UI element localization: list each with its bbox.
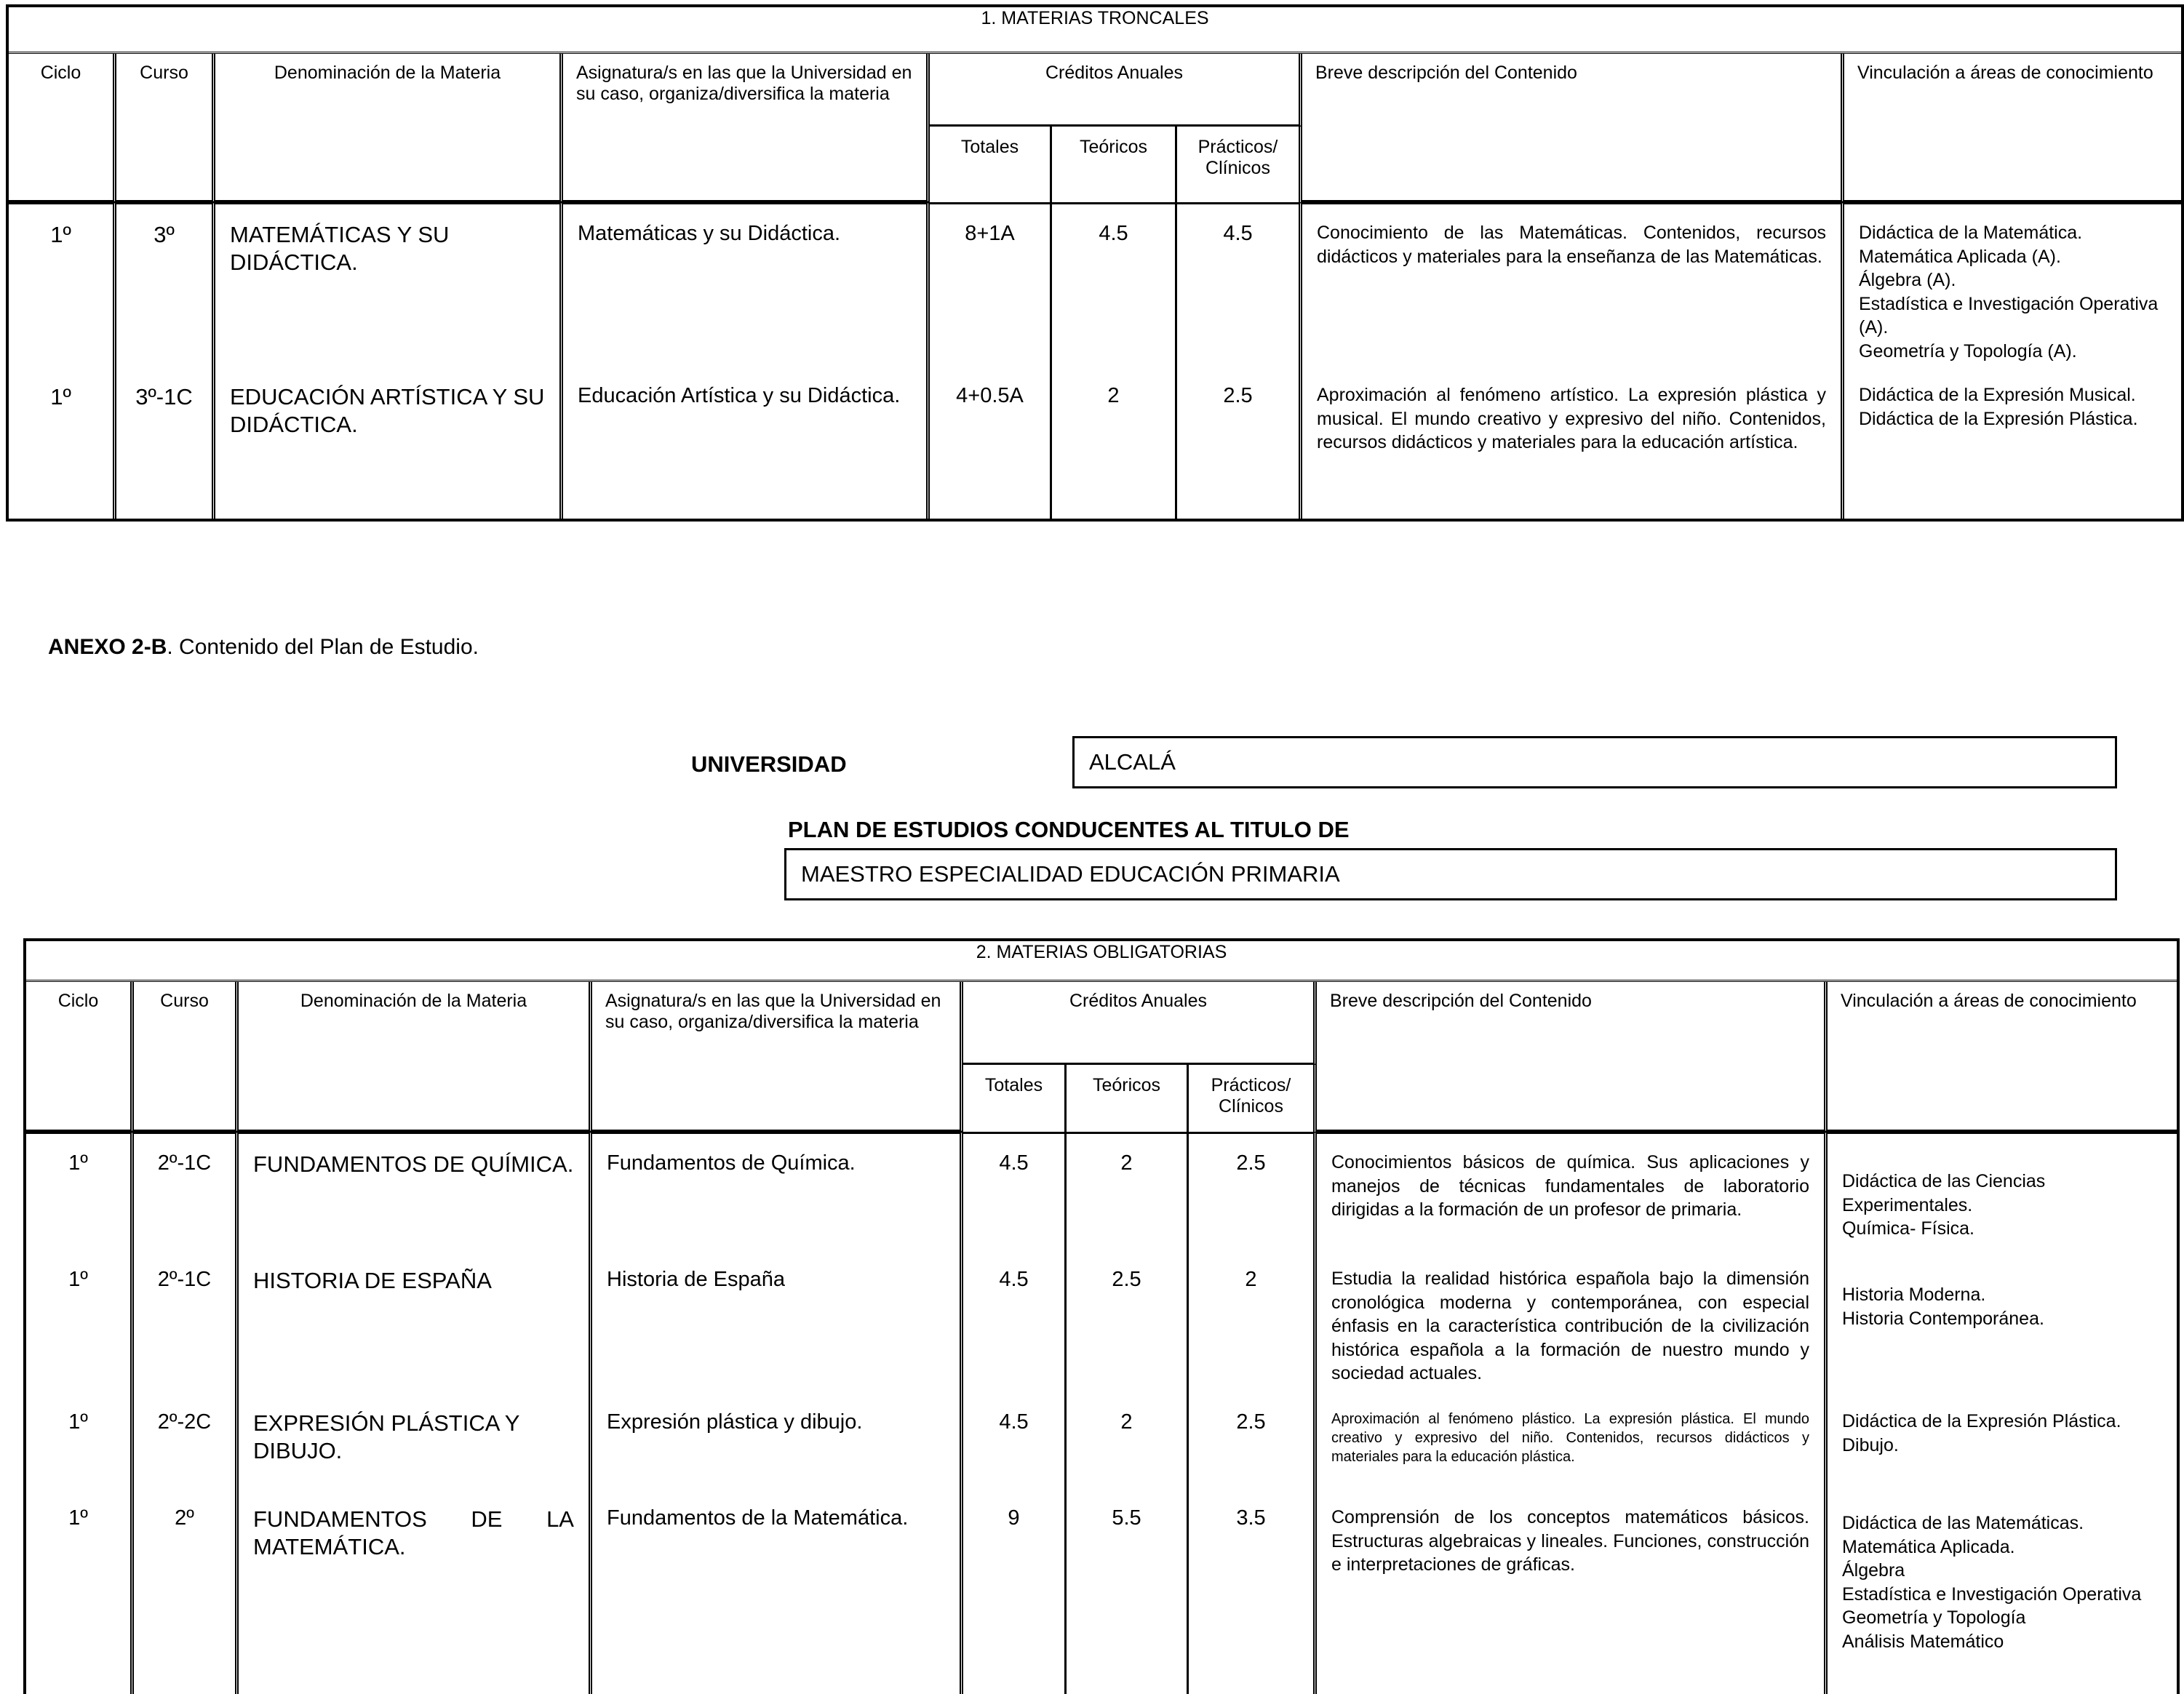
header-ciclo: Ciclo: [26, 982, 134, 1132]
cell-materia: HISTORIA DE ESPAÑA: [239, 1254, 592, 1397]
header-ciclo: Ciclo: [9, 54, 116, 202]
cell-practicos: 2.5: [1177, 370, 1302, 519]
cell-totales: 4.5: [963, 1397, 1067, 1493]
cell-teoricos: 5.5: [1067, 1493, 1189, 1694]
header-denominacion: Denominación de la Materia: [239, 982, 592, 1132]
cell-vinculacion: Didáctica de la Expresión Plástica. Dibujo.: [1842, 1411, 2121, 1455]
header-creditos: Créditos Anuales: [930, 54, 1302, 127]
header-descripcion: Breve descripción del Contenido: [1317, 982, 1828, 1132]
header-creditos: Créditos Anuales: [963, 982, 1317, 1065]
cell-practicos: 3.5: [1189, 1493, 1317, 1694]
cell-materia: EDUCACIÓN ARTÍSTICA Y SU DIDÁCTICA.: [215, 370, 563, 519]
cell-vinculacion: Historia Moderna. Historia Contemporánea.: [1842, 1285, 2044, 1329]
header-separator: [9, 202, 2181, 208]
cell-totales: 8+1A: [930, 208, 1052, 370]
cell-ciclo: 1º: [26, 1138, 134, 1254]
cell-ciclo: 1º: [26, 1254, 134, 1397]
cell-practicos: 2.5: [1189, 1138, 1317, 1254]
header-separator: [26, 1132, 2177, 1138]
cell-practicos: 4.5: [1177, 208, 1302, 370]
cell-descripcion: Conocimientos básicos de química. Sus aplicaciones y manejos de técnicas fundamentales de laboratorio dirigidas a la formación de un profesor de primaria.: [1317, 1138, 1828, 1254]
cell-descripcion: Estudia la realidad histórica española bajo la dimensión cronológica moderna y contemporánea, con especial énfasis en la característica contribución de la civilización histórica española a la formación de nuestro mundo y sociedad actuales.: [1317, 1254, 1828, 1397]
header-asignatura: Asignatura/s en las que la Universidad en su caso, organiza/diversifica la materia: [563, 54, 930, 202]
annex-line: [48, 635, 479, 660]
cell-ciclo: 1º: [26, 1397, 134, 1493]
header-curso: Curso: [116, 54, 215, 202]
header-vinculacion: Vinculación a áreas de conocimiento: [1828, 982, 2177, 1132]
table-row: [26, 1254, 2177, 1397]
plan-value: MAESTRO ESPECIALIDAD EDUCACIÓN PRIMARIA: [784, 848, 2117, 900]
header-denominacion: Denominación de la Materia: [215, 54, 563, 202]
cell-materia: FUNDAMENTOS DE LA MATEMÁTICA.: [239, 1493, 592, 1694]
header-totales: Totales: [963, 1065, 1067, 1132]
cell-totales: 9: [963, 1493, 1067, 1694]
annex-text: . Contenido del Plan de Estudio.: [167, 635, 479, 659]
cell-totales: 4.5: [963, 1138, 1067, 1254]
annex-label: ANEXO 2-B: [48, 635, 167, 659]
universidad-label: UNIVERSIDAD: [691, 751, 847, 777]
table-row: [9, 208, 2181, 370]
cell-curso: 2º-1C: [134, 1138, 239, 1254]
cell-asignatura: Matemáticas y su Didáctica.: [563, 208, 930, 370]
table-row: [26, 1493, 2177, 1694]
plan-label: PLAN DE ESTUDIOS CONDUCENTES AL TITULO DE: [788, 817, 1350, 842]
header-curso: Curso: [134, 982, 239, 1132]
cell-teoricos: 4.5: [1052, 208, 1177, 370]
header-practicos: Prácticos/ Clínicos: [1177, 127, 1302, 202]
header-descripcion: Breve descripción del Contenido: [1302, 54, 1844, 202]
cell-curso: 2º: [134, 1493, 239, 1694]
header-teoricos: Teóricos: [1067, 1065, 1189, 1132]
cell-curso: 3º-1C: [116, 370, 215, 519]
header-totales: Totales: [930, 127, 1052, 202]
header-teoricos: Teóricos: [1052, 127, 1177, 202]
cell-teoricos: 2: [1067, 1138, 1189, 1254]
troncales-title: 1. MATERIAS TRONCALES: [9, 7, 2181, 54]
cell-totales: 4+0.5A: [930, 370, 1052, 519]
cell-totales: 4.5: [963, 1254, 1067, 1397]
cell-asignatura: Educación Artística y su Didáctica.: [563, 370, 930, 519]
cell-materia: FUNDAMENTOS DE QUÍMICA.: [239, 1138, 592, 1254]
cell-practicos: 2: [1189, 1254, 1317, 1397]
cell-descripcion: Comprensión de los conceptos matemáticos básicos. Estructuras algebraicas y lineales. Funciones, construcción e interpretaciones de gráficas.: [1317, 1493, 1828, 1694]
cell-descripcion: Conocimiento de las Matemáticas. Contenidos, recursos didácticos y materiales para la enseñanza de las Matemáticas.: [1302, 208, 1844, 370]
cell-curso: 2º-2C: [134, 1397, 239, 1493]
cell-descripcion: Aproximación al fenómeno artístico. La expresión plástica y musical. El mundo creativo y expresivo del niño. Contenidos, recursos didácticos y materiales para la educación artística.: [1302, 370, 1844, 519]
obligatorias-title: 2. MATERIAS OBLIGATORIAS: [26, 941, 2177, 982]
cell-ciclo: 1º: [9, 208, 116, 370]
cell-teoricos: 2.5: [1067, 1254, 1189, 1397]
table-row: [26, 1138, 2177, 1254]
cell-descripcion: Aproximación al fenómeno plástico. La expresión plástica. El mundo creativo y expresivo del niño. Contenidos, recursos didácticos y materiales para la educación plástica.: [1317, 1397, 1828, 1493]
cell-curso: 2º-1C: [134, 1254, 239, 1397]
cell-teoricos: 2: [1067, 1397, 1189, 1493]
cell-vinculacion: Didáctica de las Ciencias Experimentales. Química- Física.: [1842, 1171, 2046, 1239]
cell-vinculacion: Didáctica de la Matemática. Matemática Aplicada (A). Álgebra (A). Estadística e Investigación Operativa (A). Geometría y Topología (A).: [1859, 223, 2159, 361]
cell-asignatura: Expresión plástica y dibujo.: [592, 1397, 963, 1493]
cell-curso: 3º: [116, 208, 215, 370]
header-asignatura: Asignatura/s en las que la Universidad en su caso, organiza/diversifica la materia: [592, 982, 963, 1132]
obligatorias-table: [23, 938, 2180, 1694]
troncales-table: [6, 4, 2184, 522]
universidad-value: ALCALÁ: [1072, 736, 2117, 788]
cell-asignatura: Historia de España: [592, 1254, 963, 1397]
cell-materia: MATEMÁTICAS Y SU DIDÁCTICA.: [215, 208, 563, 370]
table-row: [9, 370, 2181, 519]
cell-practicos: 2.5: [1189, 1397, 1317, 1493]
cell-teoricos: 2: [1052, 370, 1177, 519]
cell-asignatura: Fundamentos de la Matemática.: [592, 1493, 963, 1694]
header-vinculacion: Vinculación a áreas de conocimiento: [1844, 54, 2181, 202]
table-row: [26, 1397, 2177, 1493]
cell-ciclo: 1º: [26, 1493, 134, 1694]
cell-asignatura: Fundamentos de Química.: [592, 1138, 963, 1254]
cell-ciclo: 1º: [9, 370, 116, 519]
header-practicos: Prácticos/ Clínicos: [1189, 1065, 1317, 1132]
cell-vinculacion: Didáctica de la Expresión Musical. Didáctica de la Expresión Plástica.: [1859, 385, 2138, 429]
cell-vinculacion: Didáctica de las Matemáticas. Matemática Aplicada. Álgebra Estadística e Investigación Operativa Geometría y Topología Análisis Matemático: [1842, 1513, 2142, 1652]
cell-materia: EXPRESIÓN PLÁSTICA Y DIBUJO.: [239, 1397, 592, 1493]
